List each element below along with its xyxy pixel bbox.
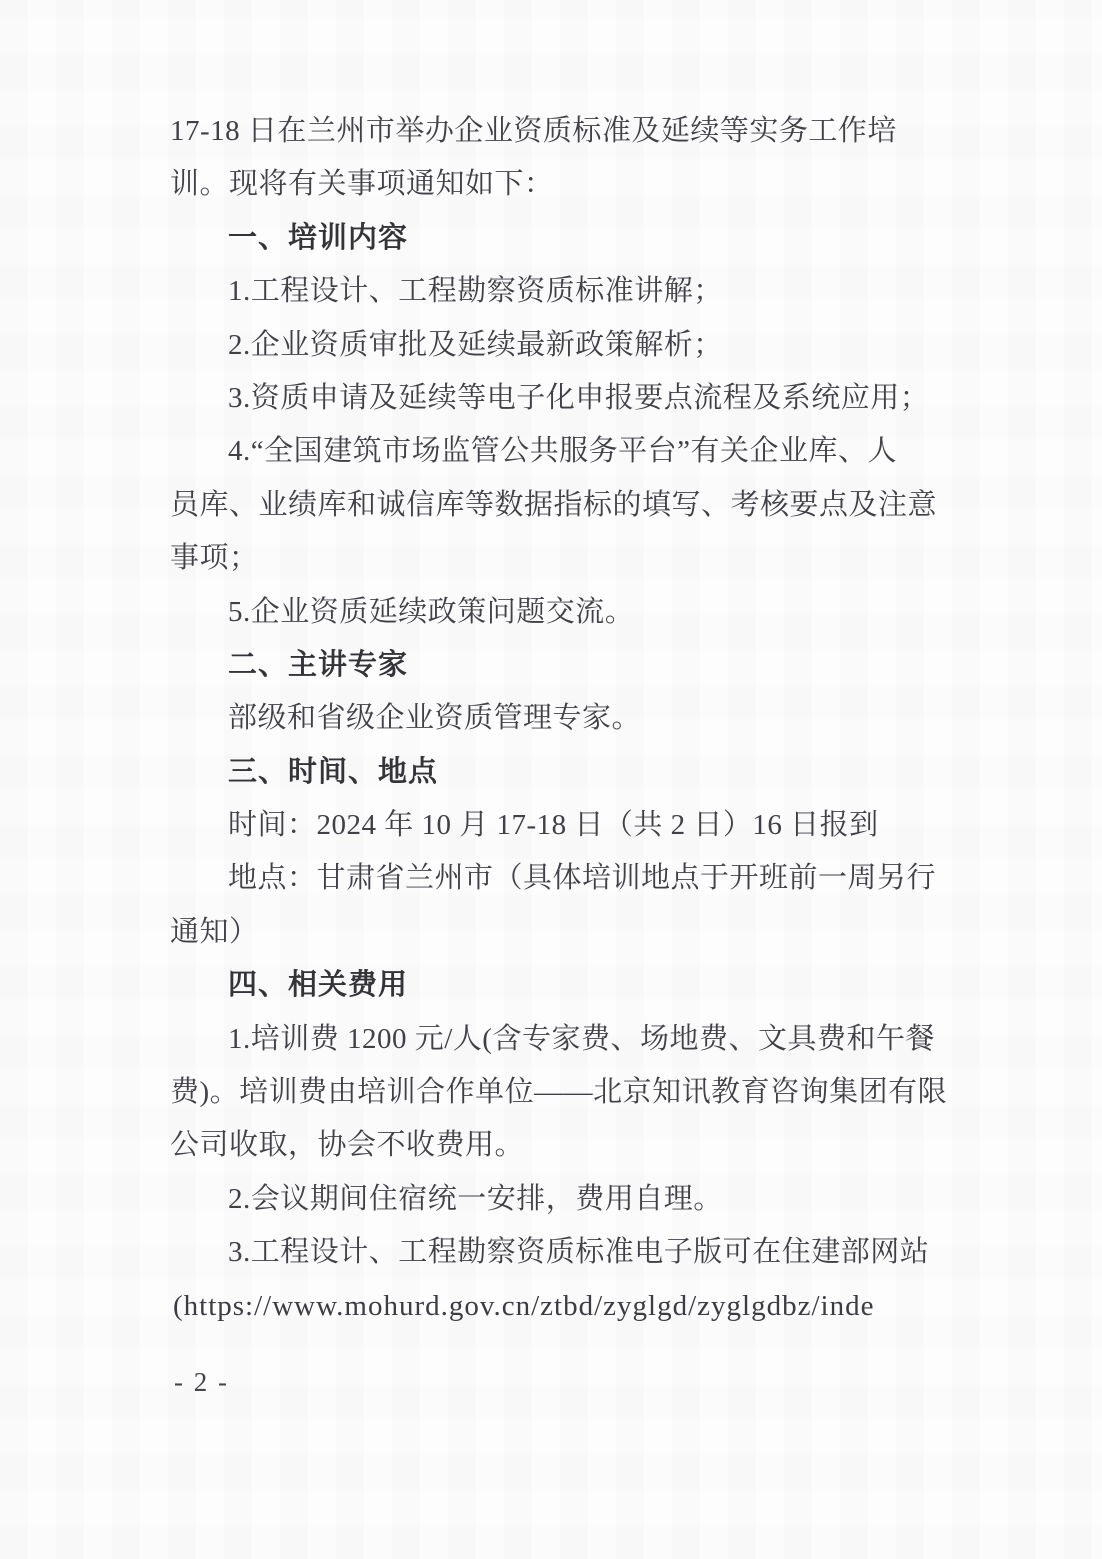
text-line: 费)。培训费由培训合作单位——北京知讯教育咨询集团有限	[170, 1076, 948, 1109]
text-line: 训。现将有关事项通知如下：	[170, 168, 554, 201]
section-heading: 一、培训内容	[228, 221, 409, 254]
page-number: - 2 -	[174, 1367, 229, 1397]
text-line: 3.工程设计、工程勘察资质标准电子版可在住建部网站	[228, 1236, 930, 1269]
section-heading: 二、主讲专家	[228, 648, 409, 681]
text-line: 员库、业绩库和诚信库等数据指标的填写、考核要点及注意	[170, 488, 938, 521]
text-line: 公司收取，协会不收费用。	[170, 1129, 525, 1162]
text-line: 3.资质申请及延续等电子化申报要点流程及系统应用；	[228, 381, 930, 414]
text-line: 4.“全国建筑市场监管公共服务平台”有关企业库、人	[228, 435, 897, 468]
text-line: 时间：2024 年 10 月 17-18 日（共 2 日）16 日报到	[228, 809, 879, 842]
text-line: 通知）	[170, 915, 259, 948]
text-line: 部级和省级企业资质管理专家。	[228, 702, 642, 735]
text-line: 17-18 日在兰州市举办企业资质标准及延续等实务工作培	[170, 115, 897, 147]
text-line: 地点：甘肃省兰州市（具体培训地点于开班前一周另行	[228, 862, 937, 895]
text-line: 2.会议期间住宿统一安排，费用自理。	[228, 1182, 723, 1215]
text-line: 1.工程设计、工程勘察资质标准讲解；	[228, 275, 723, 308]
text-line: 事项；	[170, 542, 259, 575]
url-line: (https://www.mohurd.gov.cn/ztbd/zyglgd/zyglgdbz/inde	[173, 1289, 875, 1322]
section-heading: 四、相关费用	[228, 969, 409, 1002]
text-line: 5.企业资质延续政策问题交流。	[228, 595, 635, 628]
text-line: 2.企业资质审批及延续最新政策解析；	[228, 328, 723, 361]
document-body	[0, 105, 1102, 1333]
section-heading: 三、时间、地点	[228, 755, 439, 788]
text-line: 1.培训费 1200 元/人(含专家费、场地费、文具费和午餐	[228, 1022, 935, 1055]
